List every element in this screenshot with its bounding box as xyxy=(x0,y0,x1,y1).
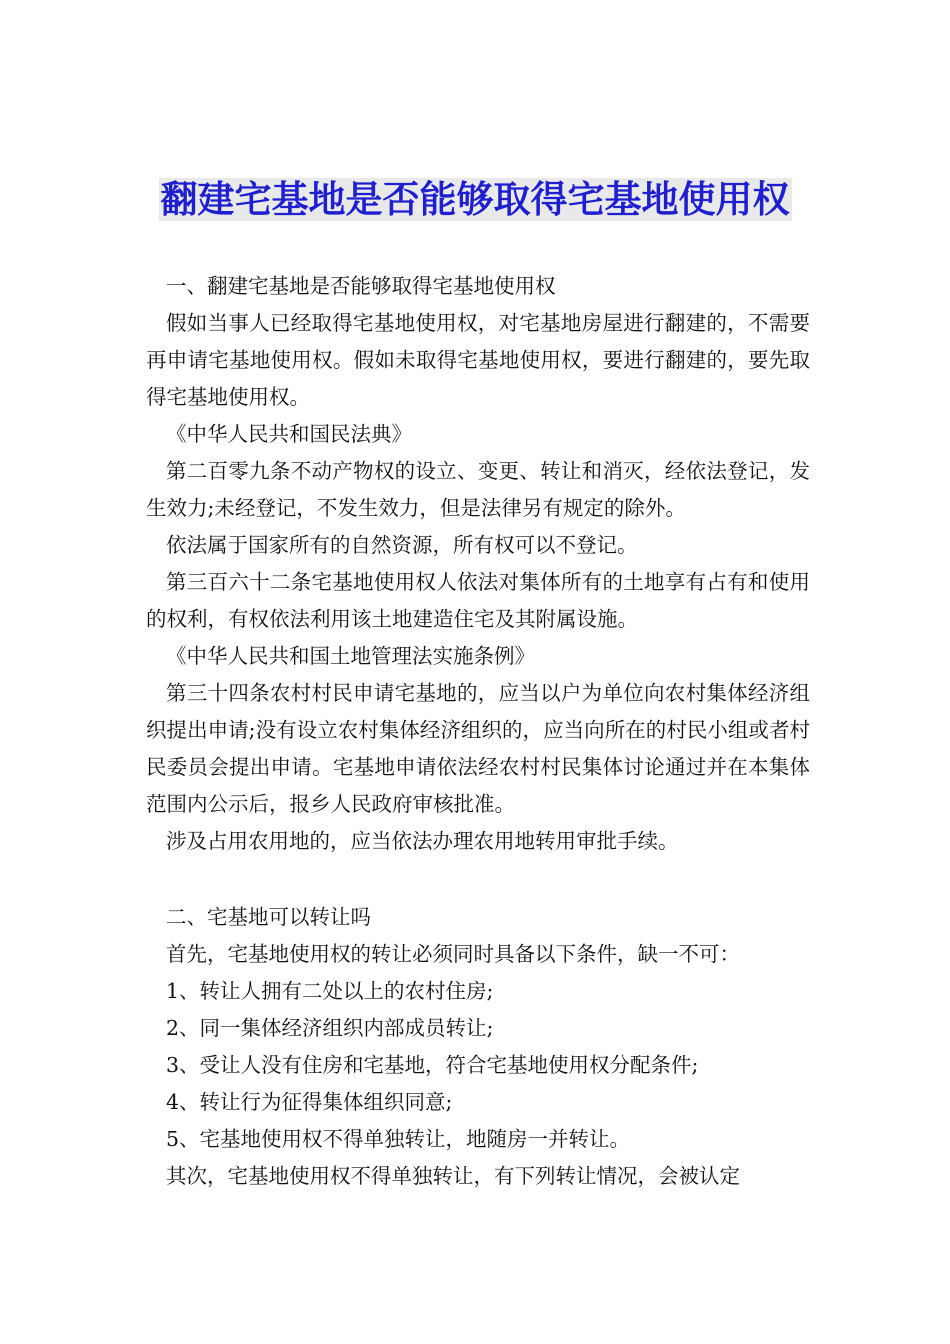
list-item: 2、同一集体经济组织内部成员转让; xyxy=(166,1016,494,1040)
paragraph: 其次，宅基地使用权不得单独转让，有下列转让情况，会被认定 xyxy=(166,1164,740,1188)
paragraph: 依法属于国家所有的自然资源，所有权可以不登记。 xyxy=(166,533,638,557)
paragraph: 第三百六十二条宅基地使用权人依法对集体所有的土地享有占有和使用的权利，有权依法利用该土地建造住宅及其附属设施。 xyxy=(146,570,810,631)
paragraph: 第二百零九条不动产物权的设立、变更、转让和消灭，经依法登记，发生效力;未经登记，不发生效力，但是法律另有规定的除外。 xyxy=(146,459,810,520)
document-body xyxy=(146,268,810,1195)
paragraph: 首先，宅基地使用权的转让必须同时具备以下条件，缺一不可： xyxy=(166,942,740,966)
title-text: 翻建宅基地是否能够取得宅基地使用权 xyxy=(160,178,790,221)
section1-heading: 一、翻建宅基地是否能够取得宅基地使用权 xyxy=(166,274,556,298)
document-title xyxy=(0,176,950,224)
section2-heading: 二、宅基地可以转让吗 xyxy=(166,905,371,929)
paragraph: 涉及占用农用地的，应当依法办理农用地转用审批手续。 xyxy=(166,829,679,853)
paragraph: 假如当事人已经取得宅基地使用权，对宅基地房屋进行翻建的，不需要再申请宅基地使用权。假如未取得宅基地使用权，要进行翻建的，要先取得宅基地使用权。 xyxy=(146,311,810,409)
list-item: 5、宅基地使用权不得单独转让，地随房一并转让。 xyxy=(166,1127,631,1151)
list-item: 4、转让行为征得集体组织同意; xyxy=(166,1090,453,1114)
blank-line xyxy=(146,860,810,899)
list-item: 1、转让人拥有二处以上的农村住房; xyxy=(166,979,494,1003)
list-item: 3、受让人没有住房和宅基地，符合宅基地使用权分配条件; xyxy=(166,1053,699,1077)
law-title: 《中华人民共和国民法典》 xyxy=(166,422,412,446)
paragraph: 第三十四条农村村民申请宅基地的，应当以户为单位向农村集体经济组织提出申请;没有设立农村集体经济组织的，应当向所在的村民小组或者村民委员会提出申请。宅基地申请依法经农村村民集体讨论通过并在本集体范围内公示后，报乡人民政府审核批准。 xyxy=(146,681,810,816)
law-title: 《中华人民共和国土地管理法实施条例》 xyxy=(166,644,535,668)
